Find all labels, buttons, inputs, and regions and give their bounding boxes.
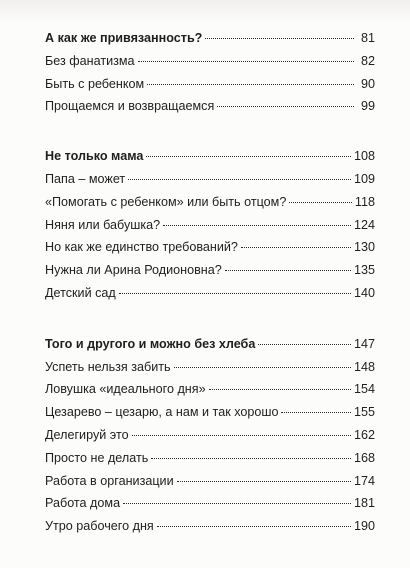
toc-entry[interactable] xyxy=(45,356,375,379)
toc-page-number: 99 xyxy=(360,99,375,114)
toc-entry-title: Просто не делать xyxy=(45,450,149,465)
toc-page-number: 190 xyxy=(353,519,375,534)
toc-entry-title: Цезарево – цезарю, а нам и так хорошо xyxy=(45,405,279,420)
toc-entry[interactable] xyxy=(45,515,375,538)
toc-page-number: 81 xyxy=(360,31,375,45)
toc-page-number: 148 xyxy=(353,359,375,374)
toc-page-number: 162 xyxy=(353,427,375,442)
toc-page-number: 174 xyxy=(353,473,375,488)
toc-entry[interactable] xyxy=(45,168,375,191)
toc-entry-title: Делегируй это xyxy=(45,427,129,442)
dot-leader xyxy=(146,156,351,157)
toc-entry[interactable] xyxy=(45,401,375,424)
dot-leader xyxy=(177,481,351,482)
toc-sections xyxy=(45,27,375,538)
toc-entry[interactable] xyxy=(45,95,375,118)
toc-entry-title: Утро рабочего дня xyxy=(45,519,154,534)
toc-entry[interactable] xyxy=(45,492,375,515)
toc-page-number: 135 xyxy=(353,263,375,278)
page-top-edge xyxy=(0,0,410,22)
dot-leader xyxy=(151,458,351,459)
dot-leader xyxy=(119,293,351,294)
toc-page-number: 124 xyxy=(353,217,375,232)
section-gap xyxy=(45,305,375,333)
toc-entry[interactable] xyxy=(45,470,375,493)
toc-entry-title: Няня или бабушка? xyxy=(45,217,161,232)
toc-entry-title: Детский сад xyxy=(45,285,116,300)
toc-entry-title: Прощаемся и возвращаемся xyxy=(45,99,215,114)
toc-entry-title: Работа дома xyxy=(45,496,121,511)
toc-entry-title: Ловушка «идеального дня» xyxy=(45,382,206,397)
toc-entry[interactable] xyxy=(45,50,375,73)
toc-entry[interactable] xyxy=(45,282,375,305)
toc-entry-title: Не только мама xyxy=(45,149,144,164)
toc-entry[interactable] xyxy=(45,447,375,470)
toc-chapter-heading[interactable] xyxy=(45,333,375,356)
toc-entry[interactable] xyxy=(45,236,375,259)
toc-entry[interactable] xyxy=(45,191,375,214)
dot-leader xyxy=(163,225,351,226)
toc-page-number: 109 xyxy=(353,171,375,186)
toc-entry-title: Но как же единство требований? xyxy=(45,240,238,255)
toc-page-number: 147 xyxy=(353,336,375,351)
dot-leader xyxy=(147,84,354,85)
toc-entry-title: Без фанатизма xyxy=(45,53,135,68)
toc-page-number: 108 xyxy=(353,149,375,164)
toc-entry-title: Нужна ли Арина Родионовна? xyxy=(45,263,222,278)
dot-leader xyxy=(225,270,351,271)
toc-page-number: 155 xyxy=(353,405,375,420)
toc-entry[interactable] xyxy=(45,214,375,237)
dot-leader xyxy=(157,526,351,527)
dot-leader xyxy=(123,503,351,504)
dot-leader xyxy=(138,61,354,62)
toc-page-number: 130 xyxy=(353,240,375,255)
toc-entry[interactable] xyxy=(45,424,375,447)
toc-entry-title: Того и другого и можно без хлеба xyxy=(45,336,256,351)
table-of-contents xyxy=(45,27,375,538)
section-gap xyxy=(45,118,375,145)
toc-page-number: 168 xyxy=(353,450,375,465)
dot-leader xyxy=(209,389,351,390)
toc-section xyxy=(45,27,375,118)
toc-entry-title: Быть с ребенком xyxy=(45,76,145,91)
toc-chapter-heading[interactable] xyxy=(45,145,375,168)
toc-page-number: 154 xyxy=(353,382,375,397)
toc-chapter-heading[interactable] xyxy=(45,27,375,50)
dot-leader xyxy=(128,179,351,180)
toc-page-number: 82 xyxy=(360,53,375,68)
toc-entry-title: «Помогать с ребенком» или быть отцом? xyxy=(45,194,287,209)
toc-page-number: 118 xyxy=(354,194,375,209)
dot-leader xyxy=(241,247,351,248)
toc-entry-title: А как же привязанность? xyxy=(45,31,203,45)
dot-leader xyxy=(174,367,351,368)
toc-entry-title: Успеть нельзя забить xyxy=(45,359,171,374)
toc-page-number: 181 xyxy=(353,496,375,511)
toc-entry-title: Папа – может xyxy=(45,171,126,186)
toc-entry[interactable] xyxy=(45,259,375,282)
dot-leader xyxy=(217,106,354,107)
dot-leader xyxy=(281,412,351,413)
dot-leader xyxy=(289,202,352,203)
dot-leader xyxy=(258,344,351,345)
toc-section xyxy=(45,333,375,538)
toc-entry[interactable] xyxy=(45,378,375,401)
toc-section xyxy=(45,145,375,305)
toc-page-number: 90 xyxy=(360,76,375,91)
toc-entry[interactable] xyxy=(45,73,375,96)
toc-entry-title: Работа в организации xyxy=(45,473,174,488)
dot-leader xyxy=(132,435,351,436)
toc-page-number: 140 xyxy=(353,285,375,300)
dot-leader xyxy=(205,38,354,39)
